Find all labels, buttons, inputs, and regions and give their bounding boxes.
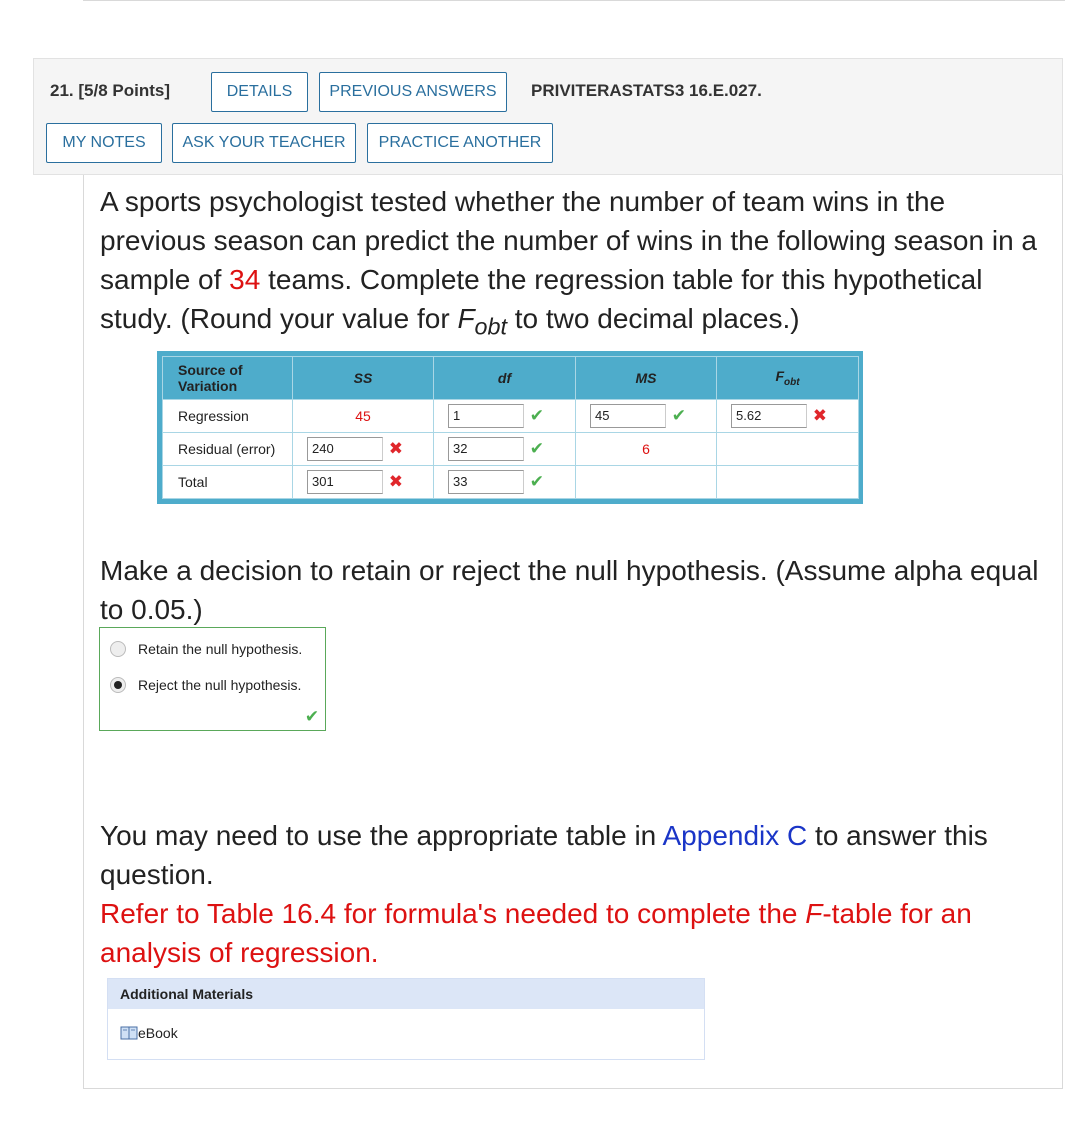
- option-retain-label: Retain the null hypothesis.: [138, 641, 303, 657]
- radio-retain[interactable]: [110, 641, 126, 657]
- header-fobt: $F_{obt}$: [717, 357, 859, 400]
- check-icon: ✔: [529, 472, 545, 491]
- book-icon: [120, 1026, 138, 1040]
- question-number-label: 21.: [50, 81, 74, 100]
- header-df: df: [434, 357, 576, 400]
- appendix-c-link[interactable]: Appendix C: [662, 820, 808, 851]
- check-icon: ✔: [529, 439, 545, 458]
- practice-another-button[interactable]: PRACTICE ANOTHER: [367, 123, 553, 163]
- hint-text: Refer to Table 16.4 for formula's needed to complete the F-table for an analysis of regression.: [100, 898, 972, 968]
- fobt-input[interactable]: 5.62: [731, 404, 807, 428]
- ebook-link[interactable]: [120, 1025, 178, 1041]
- row-label-residual: Residual (error): [163, 433, 293, 466]
- table-row: [163, 433, 859, 466]
- check-icon: ✔: [304, 707, 320, 726]
- header-ms: MS: [576, 357, 717, 400]
- check-icon: ✔: [529, 406, 545, 425]
- f-symbol: F: [805, 898, 823, 929]
- regression-table: [157, 351, 863, 504]
- option-retain[interactable]: [110, 641, 302, 657]
- row-label-total: Total: [163, 466, 293, 499]
- regression-ss-value: 45: [293, 400, 434, 433]
- regression-ms-input[interactable]: 45: [590, 404, 666, 428]
- x-icon: ✖: [812, 406, 828, 425]
- sample-size: 34: [229, 264, 261, 295]
- header-ss: SS: [293, 357, 434, 400]
- question-points: [5/8 Points]: [78, 81, 170, 100]
- residual-ss-input[interactable]: 240: [307, 437, 383, 461]
- total-ss-input[interactable]: 301: [307, 470, 383, 494]
- x-icon: ✖: [388, 439, 404, 458]
- x-icon: ✖: [388, 472, 404, 491]
- regression-df-input[interactable]: 1: [448, 404, 524, 428]
- option-reject[interactable]: [110, 677, 301, 693]
- total-df-input[interactable]: 33: [448, 470, 524, 494]
- additional-materials: [107, 978, 705, 1060]
- radio-reject[interactable]: [110, 677, 126, 693]
- prompt-text-1: A sports psychologist tested whether the number of team wins in the previous season can predict the number of wins in the following season in a sample of: [100, 186, 1037, 295]
- header-source: Source of Variation: [163, 357, 293, 400]
- prompt-text-3: to two decimal places.): [506, 303, 800, 334]
- details-button[interactable]: DETAILS: [211, 72, 308, 112]
- residual-df-input[interactable]: 32: [448, 437, 524, 461]
- check-icon: ✔: [671, 406, 687, 425]
- question-prompt: [100, 182, 1050, 347]
- fobt-symbol: $F_{obt}$: [457, 303, 507, 340]
- decision-prompt: Make a decision to retain or reject the null hypothesis. (Assume alpha equal to 0.05.): [100, 555, 1039, 625]
- ebook-label[interactable]: eBook: [138, 1025, 178, 1041]
- row-label-regression: Regression: [163, 400, 293, 433]
- table-row: [163, 400, 859, 433]
- additional-materials-title: Additional Materials: [108, 979, 704, 1009]
- previous-answers-button[interactable]: PREVIOUS ANSWERS: [319, 72, 507, 112]
- option-reject-label: Reject the null hypothesis.: [138, 677, 302, 693]
- question-number: [50, 81, 170, 101]
- decision-answer-box: [99, 627, 326, 731]
- my-notes-button[interactable]: MY NOTES: [46, 123, 162, 163]
- ask-your-teacher-button[interactable]: ASK YOUR TEACHER: [172, 123, 356, 163]
- question-reference: PRIVITERASTATS3 16.E.027.: [531, 81, 762, 100]
- prompt-text-2: teams. Complete the regression table for this hypothetical study. (Round your value for: [100, 264, 983, 334]
- table-row: [163, 466, 859, 499]
- previous-question-card: [83, 0, 1065, 1]
- residual-ms-value: 6: [576, 433, 717, 466]
- appendix-note: You may need to use the appropriate table in Appendix C to answer this question.: [100, 820, 988, 890]
